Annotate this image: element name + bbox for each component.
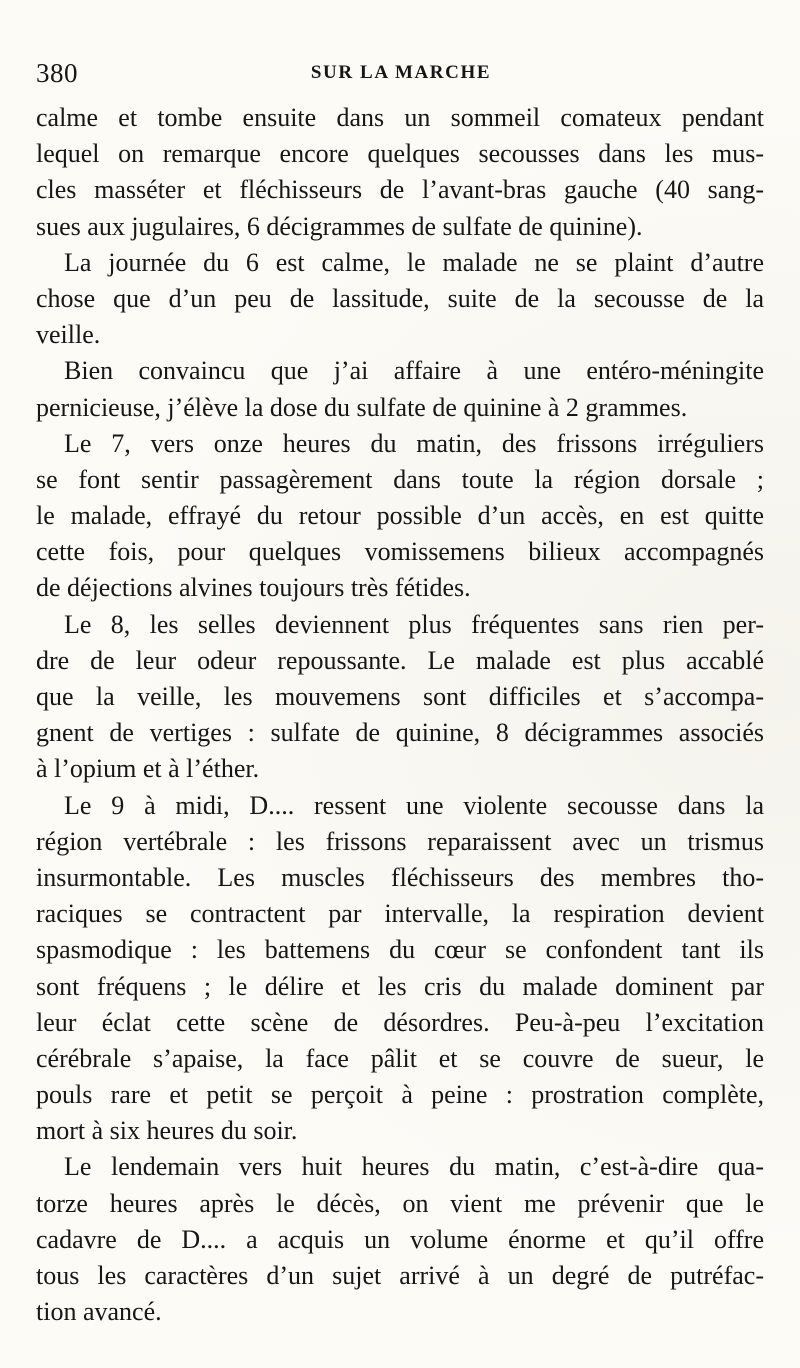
text-line: pernicieuse, j’élève la dose du sulfate de quinine à 2 grammes. <box>36 392 688 422</box>
page-header <box>36 58 766 92</box>
text-line: cérébrale s’apaise, la face pâlit et se couvre de sueur, le <box>36 1043 764 1073</box>
text-line: le malade, effrayé du retour possible d’un accès, en est quitte <box>36 501 764 531</box>
text-line: Bien convaincu que j’ai affaire à une entéro-méningite <box>64 356 764 386</box>
text-line: gnent de vertiges : sulfate de quinine, 8 décigrammes associés <box>36 718 764 748</box>
text-line: lequel on remarque encore quelques secousses dans les mus- <box>36 139 764 169</box>
text-line: torze heures après le décès, on vient me prévenir que le <box>36 1188 764 1218</box>
running-title: SUR LA MARCHE <box>310 62 492 83</box>
text-line: Le 8, les selles deviennent plus fréquentes sans rien per- <box>64 609 764 639</box>
text-line: raciques se contractent par intervalle, la respiration devient <box>36 899 764 929</box>
text-line: Le 9 à midi, D.... ressent une violente secousse dans la <box>64 790 764 820</box>
text-line: cadavre de D.... a acquis un volume énorme et qu’il offre <box>36 1224 764 1254</box>
text-line: calme et tombe ensuite dans un sommeil comateux pendant <box>36 103 764 132</box>
text-line: cles masséter et fléchisseurs de l’avant-bras gauche (40 sang- <box>36 175 764 205</box>
text-line: se font sentir passagèrement dans toute la région dorsale ; <box>36 464 764 494</box>
text-line: à l’opium et à l’éther. <box>36 754 260 784</box>
text-line: tion avancé. <box>36 1297 162 1327</box>
text-line: veille. <box>36 320 101 350</box>
text-line: de déjections alvines toujours très fétides. <box>36 573 471 603</box>
text-line: Le lendemain vers huit heures du matin, c’est-à-dire qua- <box>64 1152 764 1182</box>
text-line: dre de leur odeur repoussante. Le malade est plus accablé <box>36 645 764 675</box>
text-line: cette fois, pour quelques vomissemens bilieux accompagnés <box>36 537 764 567</box>
text-line: insurmontable. Les muscles fléchisseurs des membres tho- <box>36 862 764 892</box>
text-line: tous les caractères d’un sujet arrivé à un degré de putréfac- <box>36 1261 764 1290</box>
body-text <box>36 100 764 1330</box>
text-line: La journée du 6 est calme, le malade ne se plaint d’autre <box>64 247 764 277</box>
text-line: spasmodique : les battemens du cœur se confondent tant ils <box>36 935 764 965</box>
page-number: 380 <box>36 58 78 88</box>
text-line: leur éclat cette scène de désordres. Peu-à-peu l’excitation <box>36 1007 764 1037</box>
text-line: que la veille, les mouvemens sont difficiles et s’accompa- <box>36 682 764 711</box>
text-line: pouls rare et petit se perçoit à peine : prostration complète, <box>36 1080 764 1110</box>
text-line: Le 7, vers onze heures du matin, des frissons irréguliers <box>64 428 764 458</box>
text-line: mort à six heures du soir. <box>36 1116 298 1146</box>
text-line: sont fréquens ; le délire et les cris du malade dominent par <box>36 971 764 1001</box>
text-line: région vertébrale : les frissons reparaissent avec un trismus <box>36 826 764 856</box>
text-line: chose que d’un peu de lassitude, suite de la secousse de la <box>36 283 764 313</box>
text-line: sues aux jugulaires, 6 décigrammes de sulfate de quinine). <box>36 211 643 241</box>
